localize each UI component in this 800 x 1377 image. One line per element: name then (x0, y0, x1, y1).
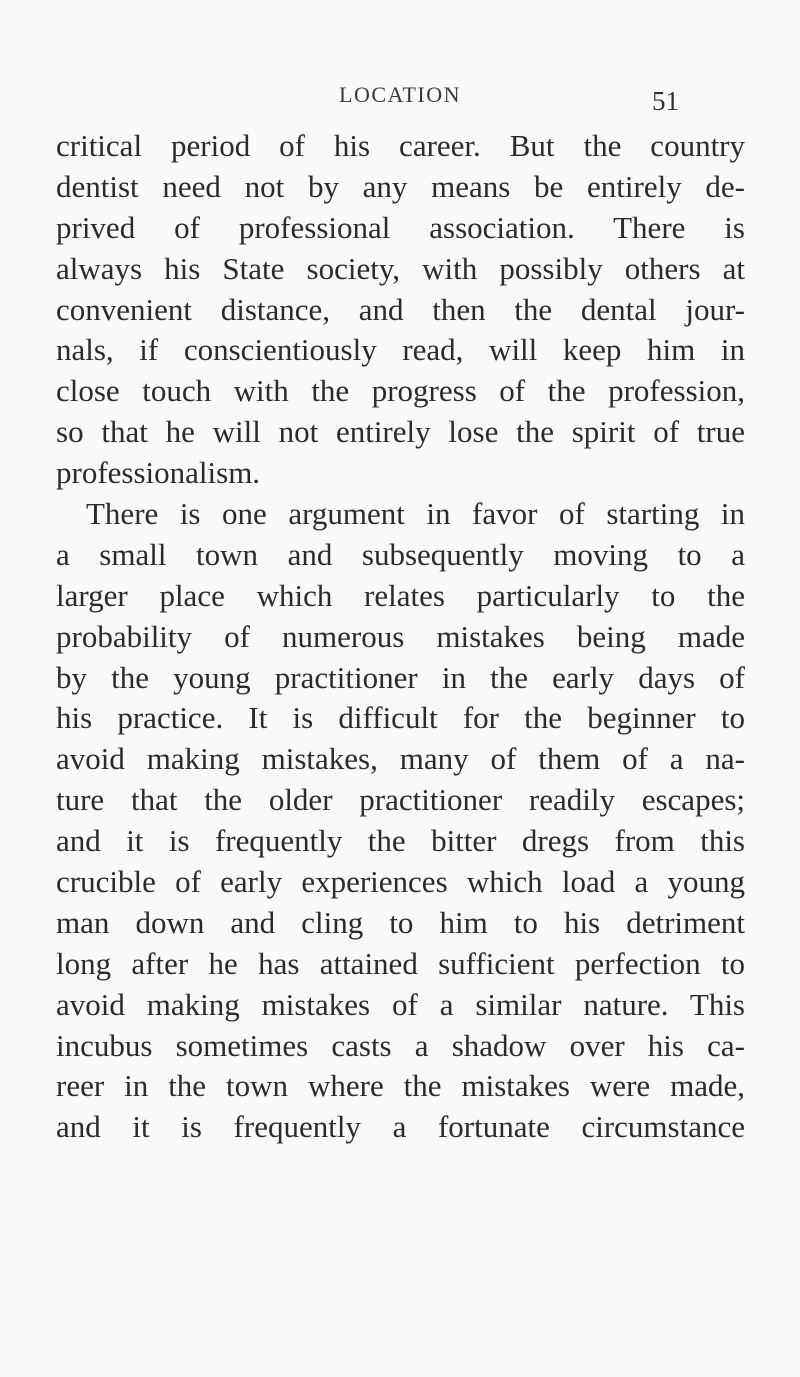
text-line: reer in the town where the mistakes were made, (56, 1068, 745, 1104)
text-line: by the young practitioner in the early days of (56, 659, 745, 695)
running-head (0, 82, 800, 122)
body-text (56, 126, 745, 1148)
text-line: a small town and subsequently moving to a (56, 536, 745, 572)
text-line: his practice. It is difficult for the beginner to (56, 700, 745, 736)
text-line: avoid making mistakes, many of them of a na- (56, 741, 745, 777)
text-line: convenient distance, and then the dental jour- (56, 291, 745, 327)
text-line: larger place which relates particularly to the (56, 577, 745, 613)
text-line: nals, if conscientiously read, will keep him in (56, 332, 745, 368)
text-line: and it is frequently a fortunate circumstance (56, 1109, 745, 1145)
text-line: crucible of early experiences which load a young (56, 864, 745, 900)
text-line: always his State society, with possibly others at (56, 250, 745, 286)
text-line: close touch with the progress of the profession, (56, 373, 745, 409)
text-line: ture that the older practitioner readily escapes; (56, 782, 745, 818)
text-line: professionalism. (56, 455, 261, 491)
text-line: prived of professional association. There is (56, 209, 745, 245)
text-line: critical period of his career. But the country (56, 128, 745, 163)
text-line: and it is frequently the bitter dregs from this (56, 823, 745, 859)
page-number: 51 (652, 86, 679, 116)
text-line: so that he will not entirely lose the spirit of true (56, 414, 745, 450)
text-line: long after he has attained sufficient perfection to (56, 945, 745, 981)
text-line: incubus sometimes casts a shadow over his ca- (56, 1027, 745, 1063)
text-line: man down and cling to him to his detriment (56, 904, 745, 940)
text-line: probability of numerous mistakes being made (56, 618, 745, 654)
text-line: There is one argument in favor of starting in (86, 496, 745, 532)
text-line: avoid making mistakes of a similar nature. This (56, 986, 745, 1022)
text-line: dentist need not by any means be entirely de- (56, 168, 745, 204)
running-title: LOCATION (339, 82, 461, 107)
